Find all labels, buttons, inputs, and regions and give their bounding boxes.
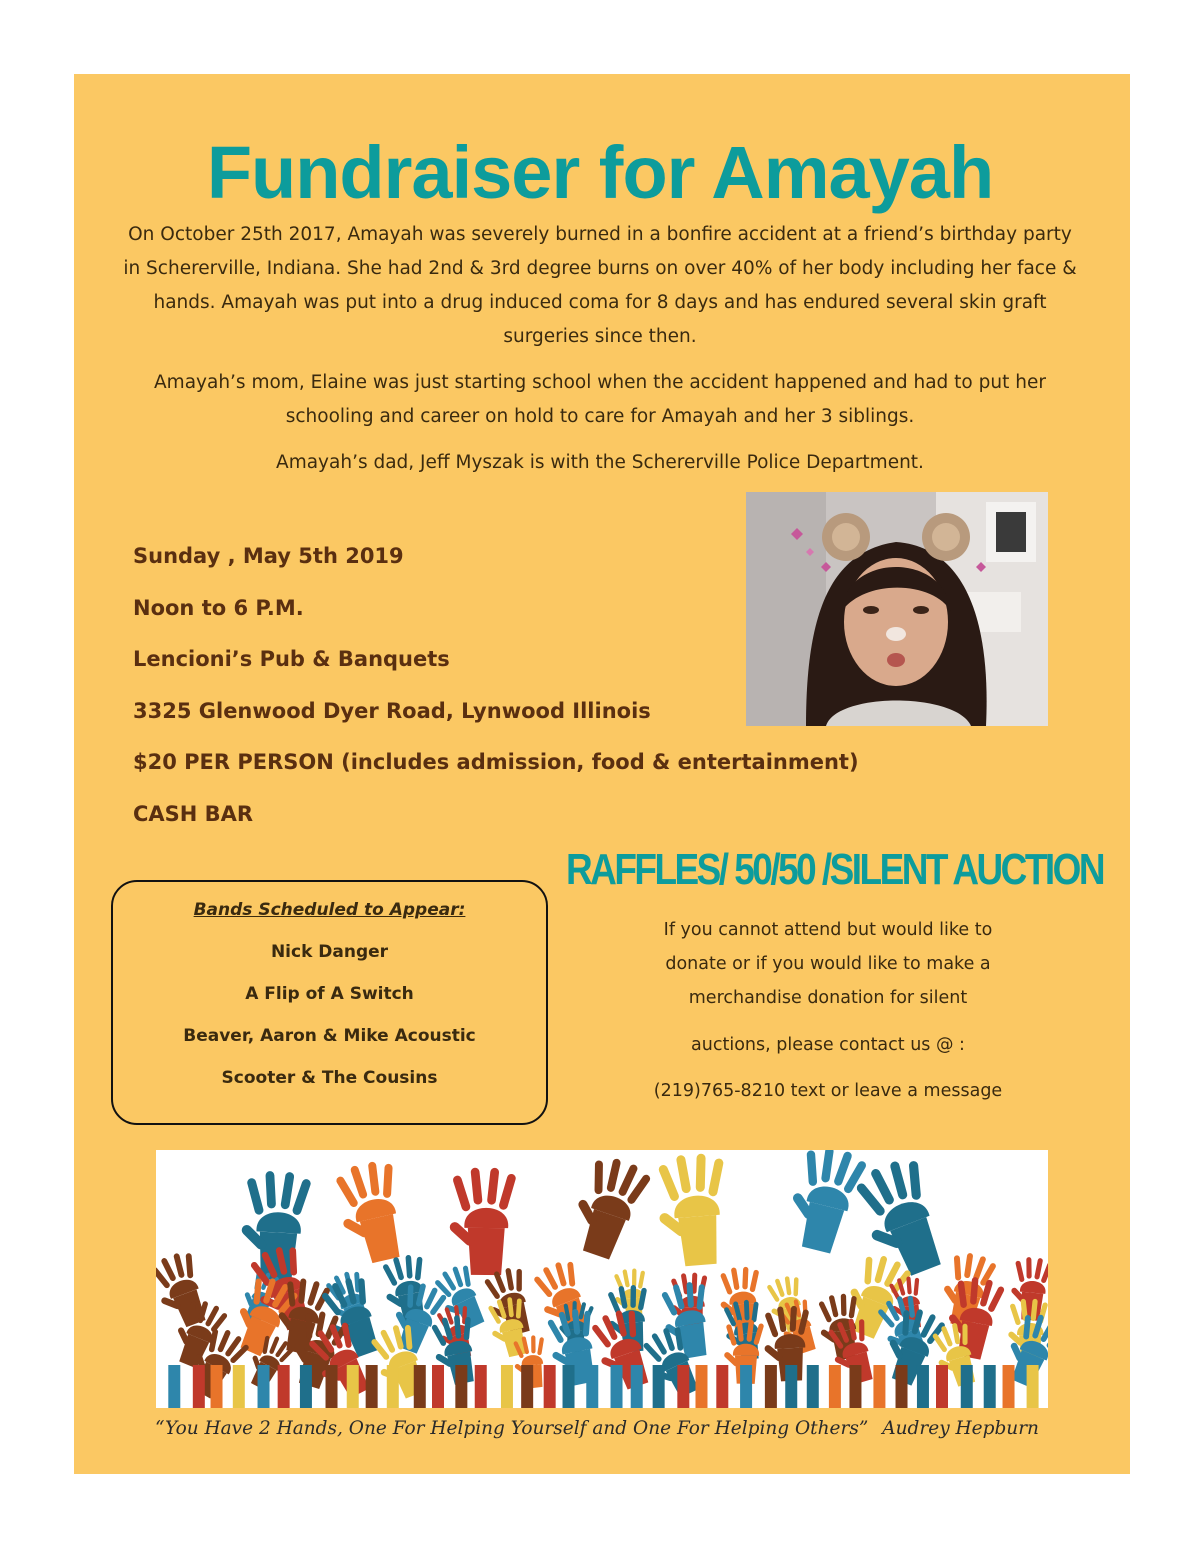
- arm-shape: [414, 1365, 426, 1408]
- arm-shape: [347, 1365, 359, 1408]
- hand-shape: [447, 1167, 516, 1275]
- event-time: Noon to 6 P.M.: [133, 595, 304, 620]
- hand-shape: [780, 1150, 869, 1257]
- arm-shape: [936, 1365, 948, 1408]
- contact-line-4: auctions, please contact us @ :: [691, 1035, 965, 1055]
- arm-shape: [917, 1365, 929, 1408]
- arm-shape: [849, 1365, 861, 1408]
- hand-shape: [563, 1151, 654, 1264]
- arm-shape: [258, 1365, 270, 1408]
- contact-phone: (219)765-8210 text or leave a message: [653, 1081, 1003, 1101]
- event-date: Sunday , May 5th 2019: [133, 544, 404, 568]
- arm-shape: [455, 1365, 467, 1408]
- page-title: Fundraiser for Amayah: [206, 131, 994, 214]
- arm-shape: [193, 1365, 205, 1408]
- arm-shape: [1027, 1365, 1039, 1408]
- arm-shape: [961, 1365, 973, 1408]
- arm-shape: [544, 1365, 556, 1408]
- arm-shape: [677, 1365, 689, 1408]
- arm-shape: [829, 1365, 841, 1408]
- portrait-photo: [746, 492, 1048, 726]
- arm-shape: [278, 1365, 290, 1408]
- arm-shape: [586, 1365, 598, 1408]
- arm-shape: [695, 1365, 707, 1408]
- arm-shape: [716, 1365, 728, 1408]
- arm-shape: [873, 1365, 885, 1408]
- arm-shape: [563, 1365, 575, 1408]
- arm-shape: [1003, 1365, 1015, 1408]
- quote-text: “You Have 2 Hands, One For Helping Yourself and One For Helping Others”: [155, 1418, 869, 1439]
- arm-shape: [653, 1365, 665, 1408]
- story-paragraph-2: Amayah’s mom, Elaine was just starting school when the accident happened and had to put her schooling and career on hold to care for Amayah and her 3 siblings.: [154, 372, 1046, 427]
- arm-shape: [326, 1365, 338, 1408]
- hand-shape: [156, 1248, 215, 1333]
- hand-shape: [653, 1152, 733, 1269]
- arm-shape: [432, 1365, 444, 1408]
- arm-shape: [211, 1365, 223, 1408]
- hand-shape: [847, 1153, 955, 1285]
- raised-hands-illustration: [156, 1150, 1048, 1408]
- bands-heading: Bands Scheduled to Appear:: [193, 900, 466, 920]
- arm-shape: [366, 1365, 378, 1408]
- arm-shape: [168, 1365, 180, 1408]
- arm-shape: [984, 1365, 996, 1408]
- hand-shape: [237, 1169, 312, 1281]
- band-item: A Flip of A Switch: [245, 984, 414, 1004]
- arm-shape: [300, 1365, 312, 1408]
- band-item: Beaver, Aaron & Mike Acoustic: [183, 1026, 476, 1046]
- story-paragraph-3: Amayah’s dad, Jeff Myszak is with the Schererville Police Department.: [276, 452, 924, 473]
- arm-shape: [765, 1365, 777, 1408]
- quote: [155, 1418, 1085, 1439]
- arm-shape: [611, 1365, 623, 1408]
- quote-author: Audrey Hepburn: [882, 1418, 1039, 1439]
- arm-shape: [807, 1365, 819, 1408]
- contact-line-2: donate or if you would like to make a: [665, 954, 991, 974]
- arm-shape: [475, 1365, 487, 1408]
- hand-shape: [941, 1273, 1006, 1362]
- arm-shape: [501, 1365, 513, 1408]
- hand-shape: [329, 1157, 413, 1268]
- arm-shape: [896, 1365, 908, 1408]
- arm-shape: [521, 1365, 533, 1408]
- arm-shape: [387, 1365, 399, 1408]
- contact-line-3: merchandise donation for silent: [688, 988, 968, 1008]
- arm-shape: [740, 1365, 752, 1408]
- raffles-heading: RAFFLES/ 50/50 /SILENT AUCTION: [566, 845, 1104, 894]
- arm-shape: [785, 1365, 797, 1408]
- event-venue: Lencioni’s Pub & Banquets: [133, 647, 450, 671]
- event-bar: CASH BAR: [133, 801, 254, 826]
- arm-shape: [631, 1365, 643, 1408]
- contact-line-1: If you cannot attend but would like to: [663, 920, 993, 940]
- story-paragraph-1: On October 25th 2017, Amayah was severely burned in a bonfire accident at a friend’s birthday party in Schererville, Indiana. She had 2nd & 3rd degree burns on over 40% of her body including her face & hands. Amayah was put into a drug induced coma for 8 days and has endured several skin graft surgeries since then.: [123, 224, 1077, 347]
- event-price: $20 PER PERSON (includes admission, food & entertainment): [133, 750, 859, 774]
- event-address: 3325 Glenwood Dyer Road, Lynwood Illinois: [133, 698, 651, 723]
- bands-box: [111, 880, 548, 1125]
- band-item: Scooter & The Cousins: [221, 1068, 438, 1088]
- arm-shape: [233, 1365, 245, 1408]
- band-item: Nick Danger: [270, 942, 389, 962]
